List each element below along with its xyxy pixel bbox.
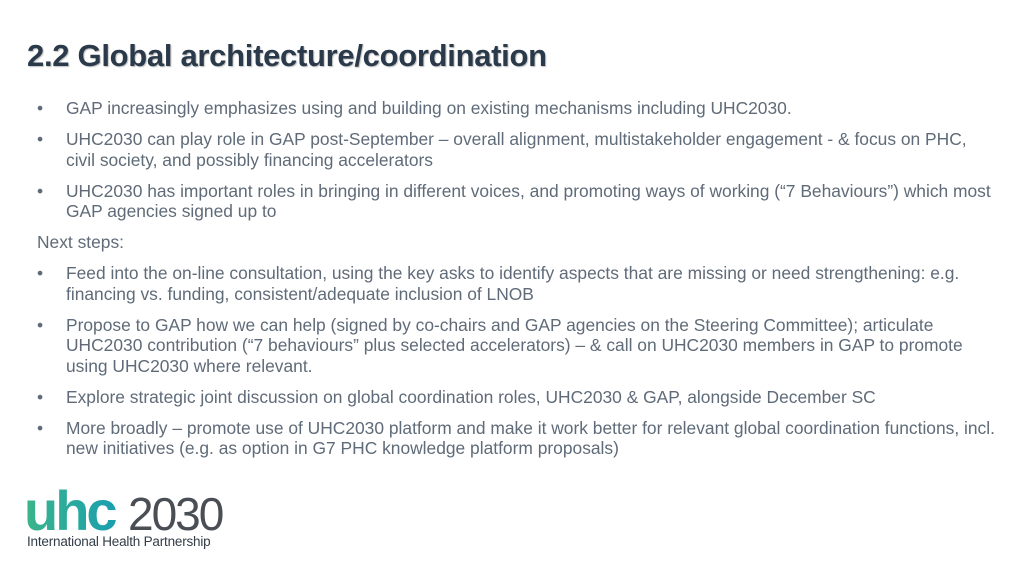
bullet-text: GAP increasingly emphasizes using and building on existing mechanisms including UHC2030. [66,98,792,118]
next-steps-heading: Next steps: [37,232,124,252]
bullet-marker: • [37,129,44,149]
logo-uhc-text: uhc [24,486,115,542]
slide-body [37,98,997,469]
bullet-marker: • [37,386,44,407]
bullet-text: Propose to GAP how we can help (signed by co-chairs and GAP agencies on the Steering Committee); articulate UHC2030 contribution (“7 behaviours” plus selected accelerators) – & call on UHC2030 members in GAP to promote using UHC2030 where relevant. [66,314,963,376]
bullet-marker: • [37,180,44,201]
bullet-marker: • [37,314,44,335]
bullet-marker: • [37,98,44,118]
bullet-marker: • [37,263,44,283]
bullet-item [37,315,997,377]
logo-year-text: 2030 [128,488,223,540]
bullet-item [37,98,997,119]
bullet-text: Feed into the on-line consultation, using the key asks to identify aspects that are missing or need strengthening: e.g. financing vs. funding, consistent/adequate inclusion of LNOB [66,263,960,304]
bullet-text: UHC2030 has important roles in bringing in different voices, and promoting ways of working (“7 Behaviours”) which most GAP agencies signed up to [66,180,991,221]
bullet-text: Explore strategic joint discussion on global coordination roles, UHC2030 & GAP, alongside December SC [66,386,876,407]
bullet-text: More broadly – promote use of UHC2030 platform and make it work better for relevant global coordination functions, incl. new initiatives (e.g. as option in G7 PHC knowledge platform proposals) [66,417,995,458]
logo-tagline: International Health Partnership [27,534,211,549]
bullet-item [37,181,997,222]
bullet-item [37,387,997,408]
bullet-item [37,263,997,304]
bullet-text: UHC2030 can play role in GAP post-September – overall alignment, multistakeholder engagement - & focus on PHC, civil society, and possibly financing accelerators [66,129,967,170]
bullet-item [37,418,997,459]
bullet-marker: • [37,417,44,438]
slide-title: 2.2 Global architecture/coordination [27,38,547,73]
bullet-item [37,129,997,170]
